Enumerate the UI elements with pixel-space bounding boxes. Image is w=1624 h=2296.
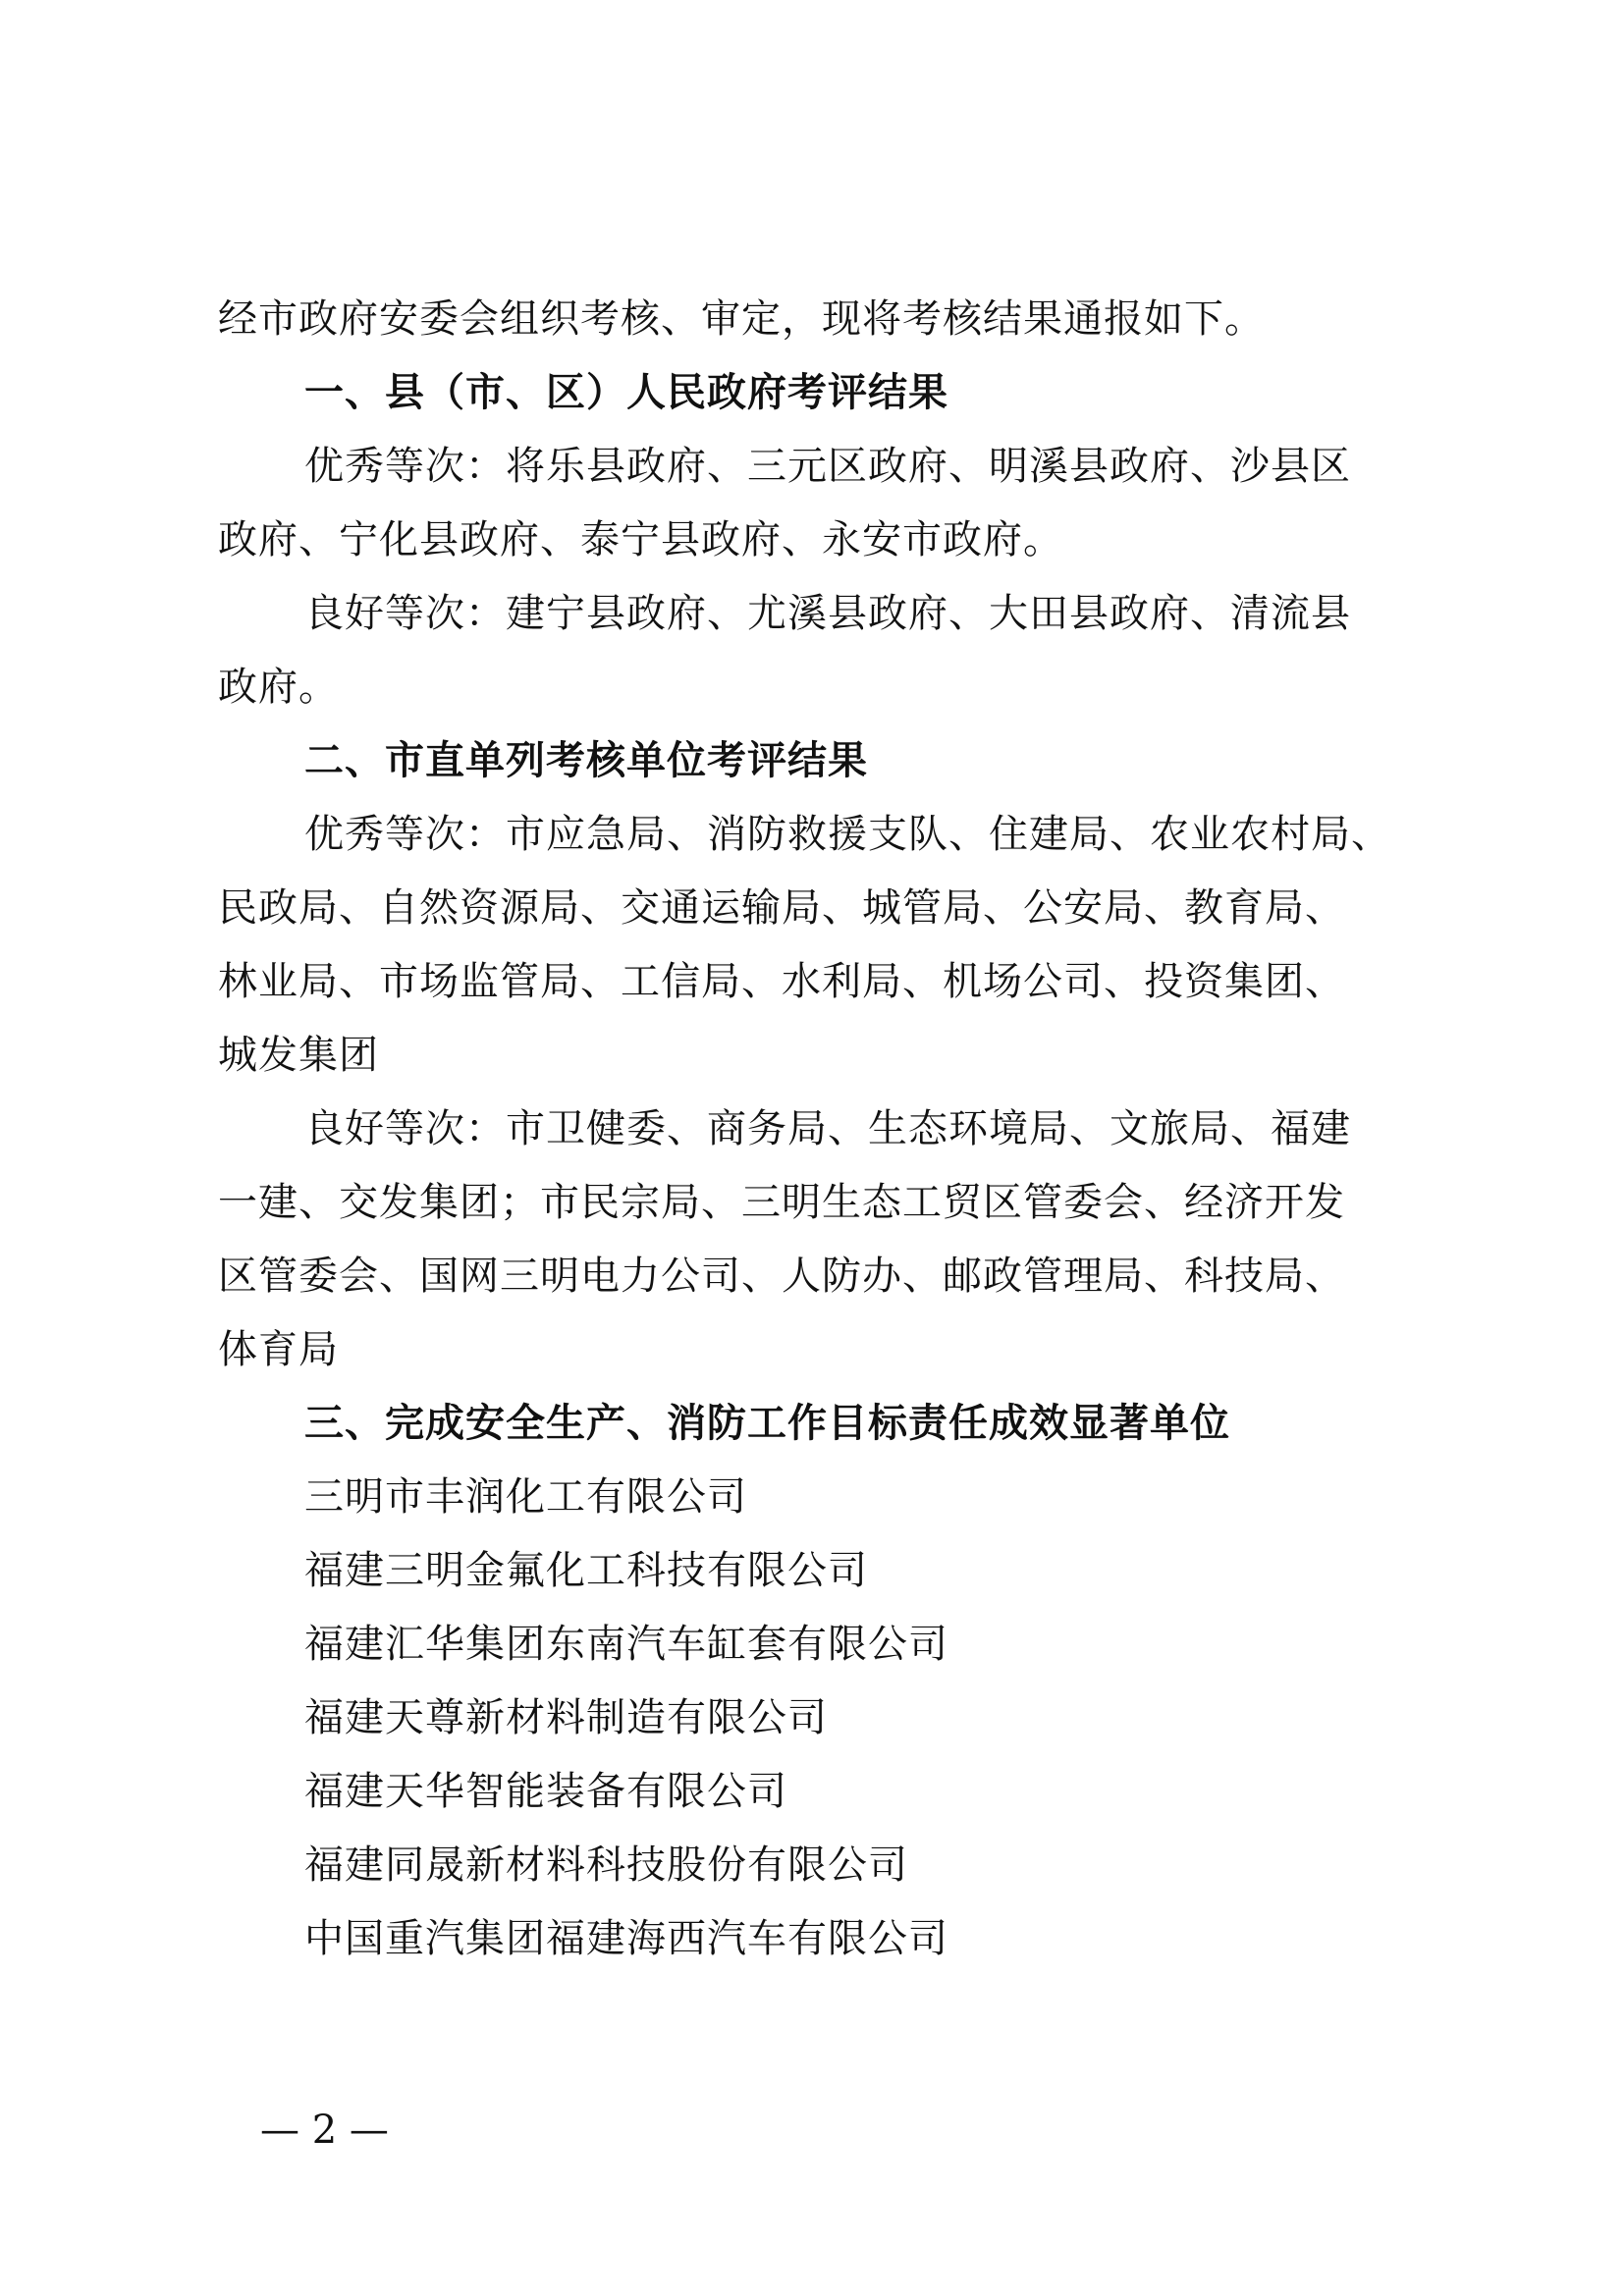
section-1-good-line: 政府。 — [218, 665, 339, 710]
section-2-good-line: 良好等次：市卫健委、商务局、生态环境局、文旅局、福建 — [304, 1106, 1351, 1151]
company-item: 福建汇华集团东南汽车缸套有限公司 — [304, 1622, 948, 1667]
section-1-excellent-line: 政府、宁化县政府、泰宁县政府、永安市政府。 — [218, 517, 1063, 562]
section-2-good-line: 区管委会、国网三明电力公司、人防办、邮政管理局、科技局、 — [218, 1254, 1345, 1299]
company-item: 三明市丰润化工有限公司 — [304, 1474, 747, 1520]
company-item: 福建三明金氟化工科技有限公司 — [304, 1548, 868, 1593]
section-1-good-line: 良好等次：建宁县政府、尤溪县政府、大田县政府、清流县 — [304, 591, 1351, 636]
page-number: — 2 — — [260, 2108, 389, 2153]
company-item: 福建天华智能装备有限公司 — [304, 1769, 787, 1814]
section-2-excellent-line: 优秀等次：市应急局、消防救援支队、住建局、农业农村局、 — [304, 812, 1391, 857]
company-item: 福建天尊新材料制造有限公司 — [304, 1695, 828, 1740]
section-3-heading: 三、完成安全生产、消防工作目标责任成效显著单位 — [304, 1401, 1230, 1446]
section-1-excellent-line: 优秀等次：将乐县政府、三元区政府、明溪县政府、沙县区 — [304, 444, 1351, 489]
section-2-good-line: 一建、交发集团；市民宗局、三明生态工贸区管委会、经济开发 — [218, 1180, 1345, 1225]
company-item: 中国重汽集团福建海西汽车有限公司 — [304, 1916, 948, 1961]
company-item: 福建同晟新材料科技股份有限公司 — [304, 1842, 908, 1888]
section-2-heading: 二、市直单列考核单位考评结果 — [304, 738, 868, 783]
intro-text: 经市政府安委会组织考核、审定，现将考核结果通报如下。 — [218, 296, 1265, 342]
section-2-good-line: 体育局 — [218, 1327, 339, 1372]
section-2-excellent-line: 林业局、市场监管局、工信局、水利局、机场公司、投资集团、 — [218, 959, 1345, 1004]
section-2-excellent-line: 民政局、自然资源局、交通运输局、城管局、公安局、教育局、 — [218, 885, 1345, 931]
section-1-heading: 一、县（市、区）人民政府考评结果 — [304, 370, 948, 415]
section-2-excellent-line: 城发集团 — [218, 1033, 379, 1078]
